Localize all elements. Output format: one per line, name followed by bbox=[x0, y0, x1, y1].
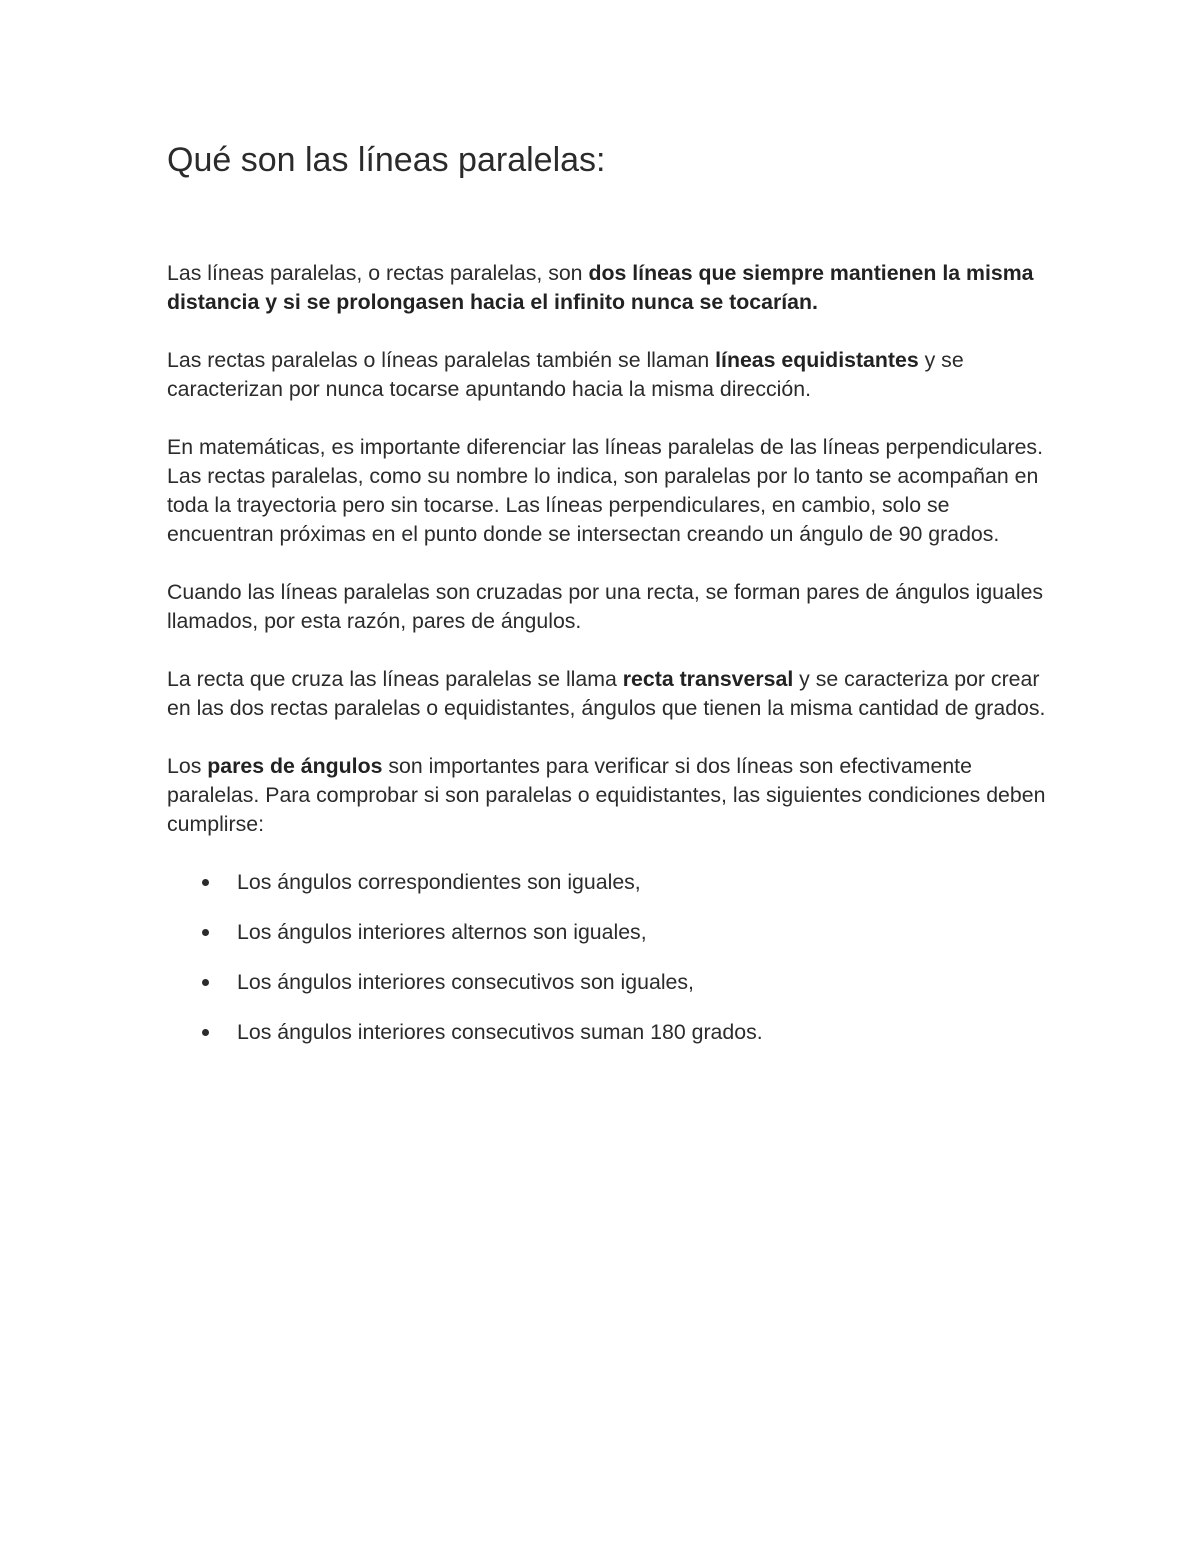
paragraph-text: Los bbox=[167, 754, 208, 778]
paragraph-conditions-intro bbox=[167, 752, 1047, 839]
paragraph-text: y se caracterizan por nunca tocarse apuntando hacia la misma dirección. bbox=[167, 348, 964, 401]
paragraph-text: son importantes para verificar si dos líneas son efectivamente paralelas. Para comprobar si son paralelas o equidistantes, las siguientes condiciones deben cumplirse: bbox=[167, 754, 1046, 836]
paragraph-angle-pairs bbox=[167, 578, 1047, 636]
paragraph-perpendicular bbox=[167, 433, 1047, 549]
bold-text: . bbox=[812, 290, 818, 314]
list-item bbox=[167, 968, 1047, 997]
page-title: Qué son las líneas paralelas: bbox=[167, 141, 606, 179]
list-item bbox=[167, 1018, 1047, 1047]
bullet-icon bbox=[202, 929, 209, 936]
bullet-icon bbox=[202, 879, 209, 886]
list-item-text: Los ángulos correspondientes son iguales, bbox=[237, 870, 641, 894]
paragraph-text: Las líneas paralelas, o rectas paralelas, son bbox=[167, 261, 589, 285]
conditions-list bbox=[167, 868, 1047, 1047]
list-item-text: Los ángulos interiores consecutivos son iguales, bbox=[237, 970, 694, 994]
list-item-text: Los ángulos interiores consecutivos suman 180 grados. bbox=[237, 1020, 763, 1044]
paragraph-text: En matemáticas, es importante diferenciar las líneas paralelas de las líneas perpendiculares. Las rectas paralelas, como su nombre lo indica, son paralelas por lo tanto se acompañan en toda la trayectoria pero sin tocarse. Las líneas perpendiculares, en cambio, solo se encuentran próximas en el punto donde se intersectan creando un ángulo de 90 grados. bbox=[167, 435, 1044, 546]
bullet-icon bbox=[202, 979, 209, 986]
paragraph-equidistant bbox=[167, 346, 1047, 404]
bullet-icon bbox=[202, 1029, 209, 1036]
bold-text: pares de ángulos bbox=[207, 754, 383, 778]
bold-text: líneas equidistantes bbox=[715, 348, 919, 372]
list-item bbox=[167, 868, 1047, 897]
paragraph-text: y se caracteriza por crear en las dos rectas paralelas o equidistantes, ángulos que tienen la misma cantidad de grados. bbox=[167, 667, 1046, 720]
bold-text: dos líneas que siempre mantienen la misma distancia y si se prolongasen hacia el infinito nunca se tocarían bbox=[167, 261, 1034, 314]
paragraph-text: La recta que cruza las líneas paralelas se llama bbox=[167, 667, 623, 691]
paragraph-transversal bbox=[167, 665, 1047, 723]
paragraph-definition bbox=[167, 259, 1047, 317]
list-item-text: Los ángulos interiores alternos son iguales, bbox=[237, 920, 647, 944]
paragraph-text: Las rectas paralelas o líneas paralelas también se llaman bbox=[167, 348, 716, 372]
paragraph-text: Cuando las líneas paralelas son cruzadas por una recta, se forman pares de ángulos iguales llamados, por esta razón, pares de ángulos. bbox=[167, 580, 1044, 633]
document-body bbox=[167, 259, 1047, 1068]
bold-text: recta transversal bbox=[622, 667, 794, 691]
list-item bbox=[167, 918, 1047, 947]
